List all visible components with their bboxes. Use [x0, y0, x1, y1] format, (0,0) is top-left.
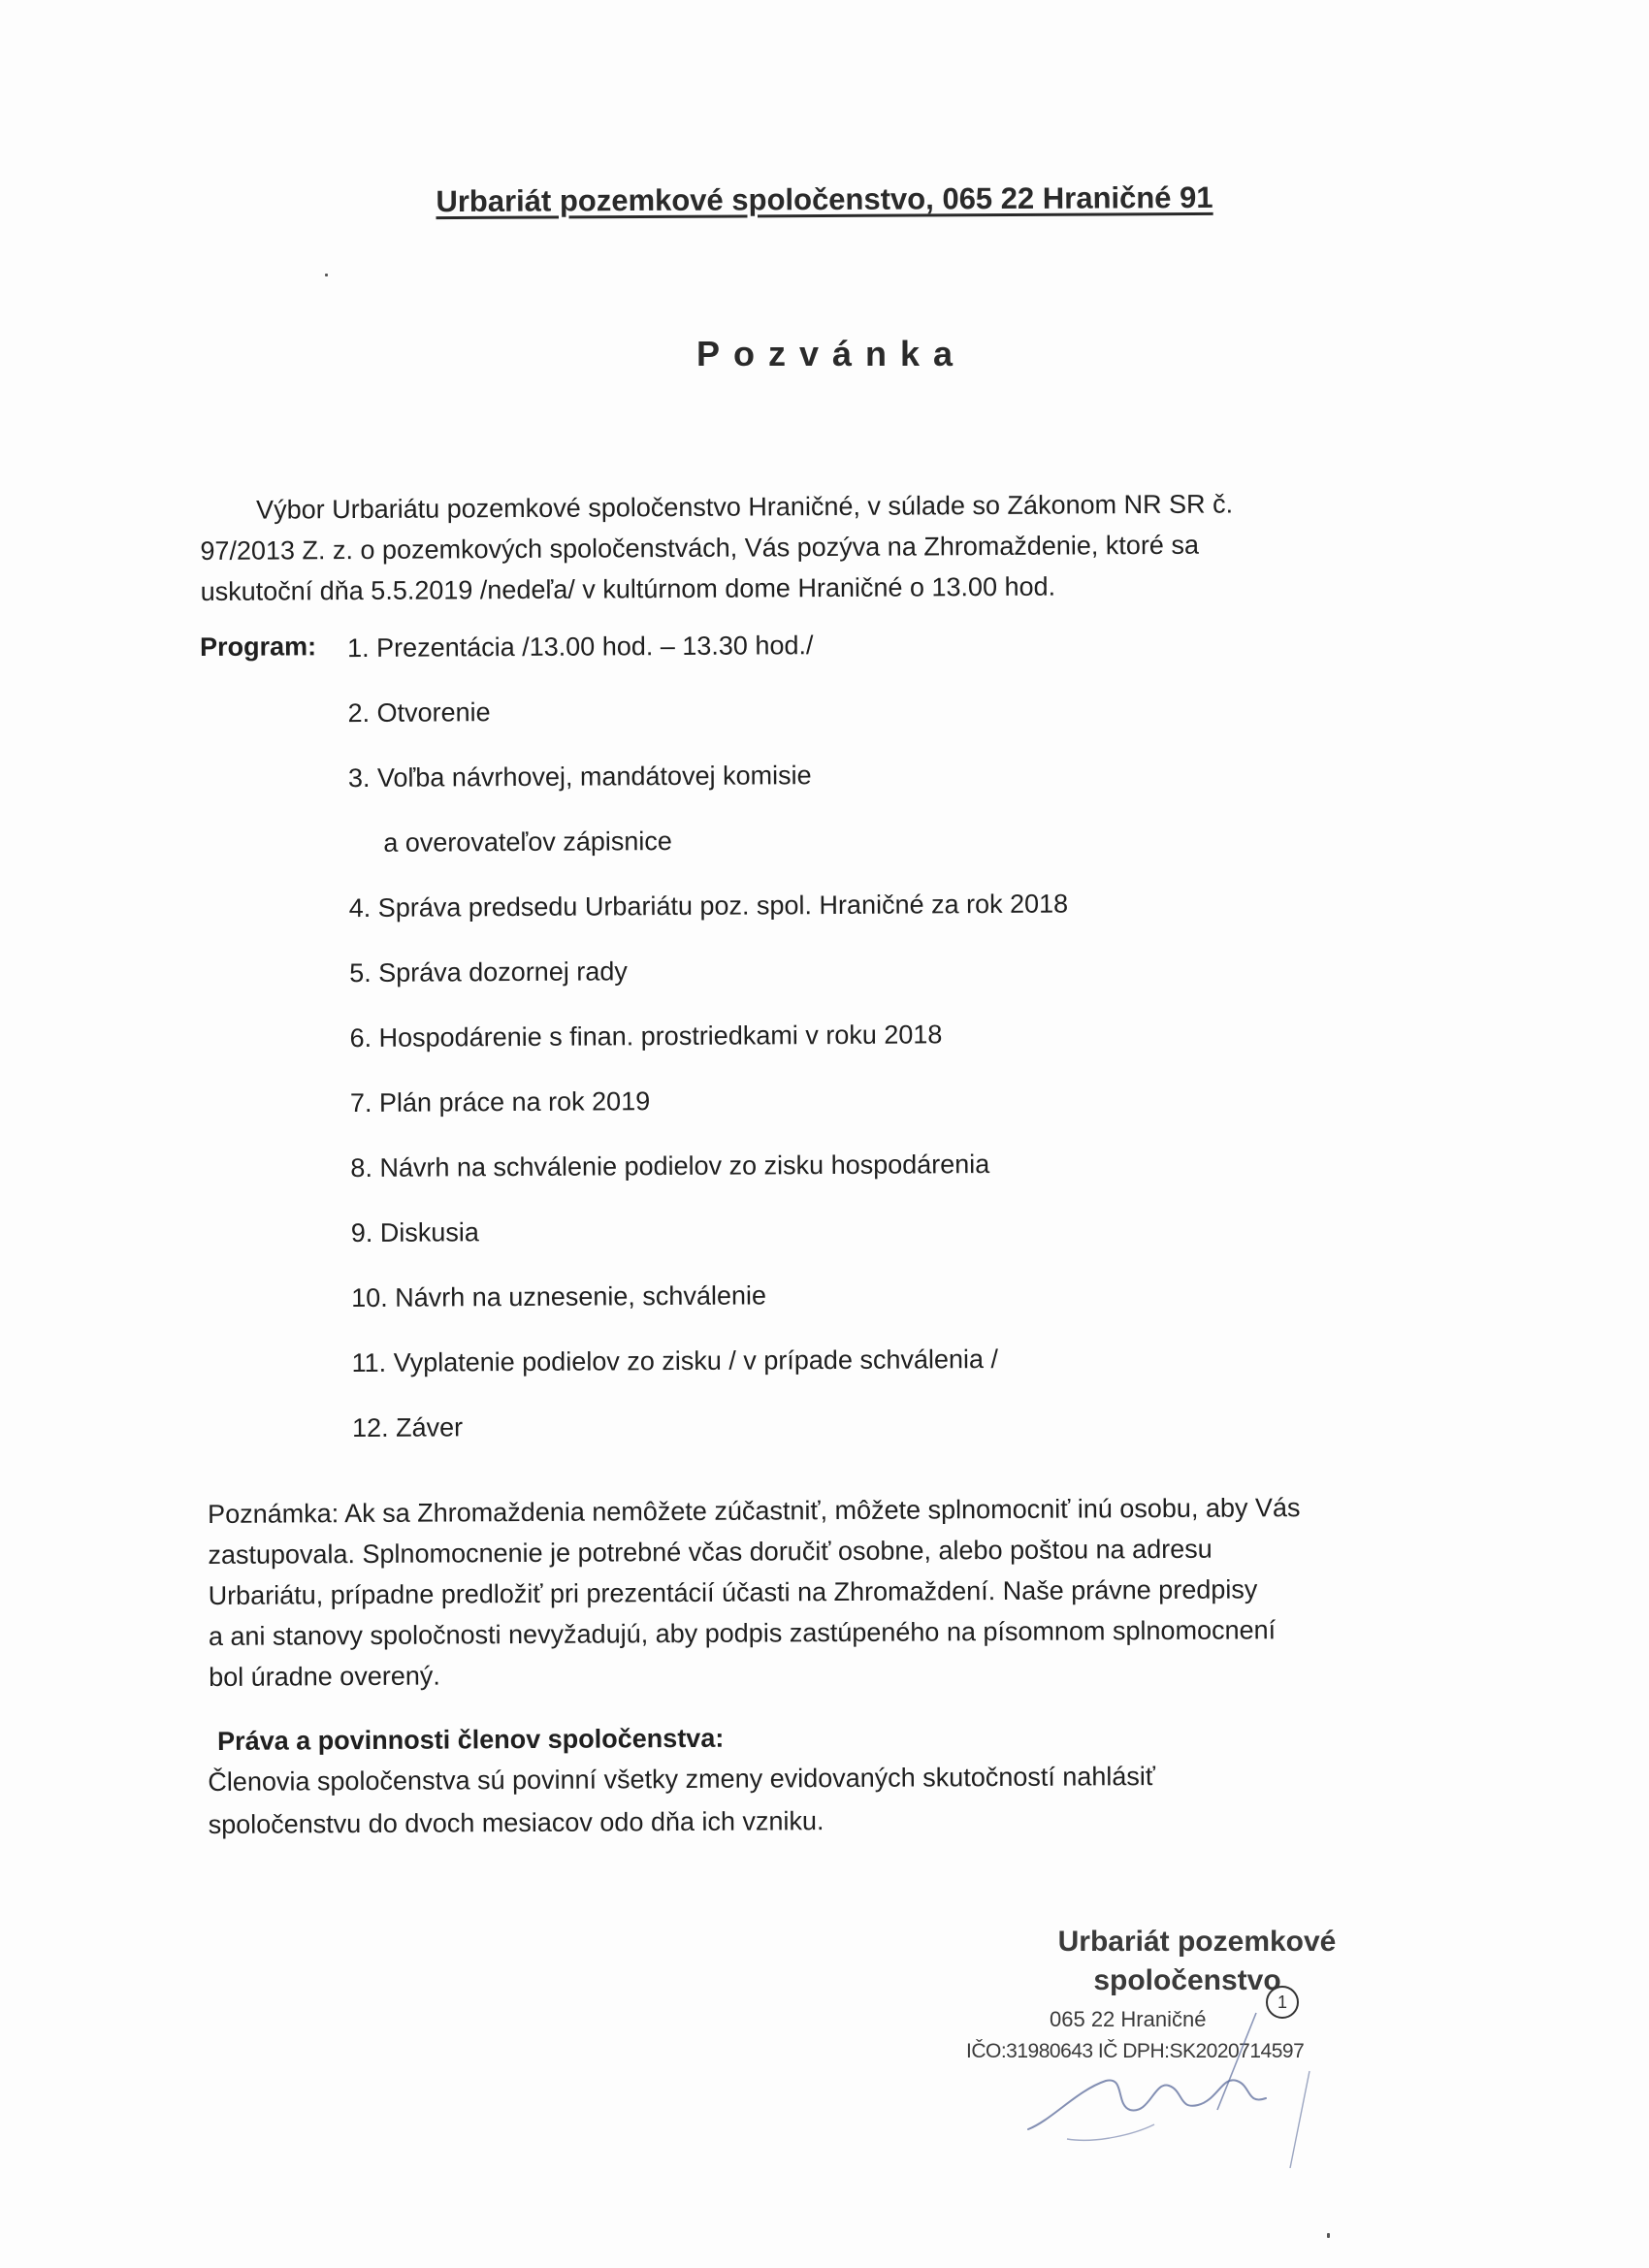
rights-text [208, 1753, 1460, 1846]
intro-line: 97/2013 Z. z. o pozemkových spoločenstvách, Vás pozýva na Zhromaždenie, ktoré sa [200, 530, 1200, 566]
program-item: 12. Záver [351, 1412, 464, 1443]
intro-paragraph [200, 483, 1345, 612]
program-item: 5. Správa dozornej rady [349, 956, 628, 988]
program-item: 6. Hospodárenie s finan. prostriedkami v roku 2018 [349, 1020, 943, 1053]
program-item: 4. Správa predsedu Urbariátu poz. spol. Hraničné za rok 2018 [348, 889, 1069, 923]
program-item: 2. Otvorenie [347, 697, 491, 729]
stamp-tax-ids: IČO:31980643 IČ DPH:SK2020714597 [966, 2040, 1305, 2062]
program-item: 9. Diskusia [350, 1217, 479, 1248]
program-item: 1. Prezentácia /13.00 hod. – 13.30 hod./ [347, 631, 814, 664]
program-item: 10. Návrh na uznesenie, schválenie [351, 1280, 767, 1313]
stamp-name-line: Urbariát pozemkové [1057, 1926, 1337, 1958]
program-item: 3. Voľba návrhovej, mandátovej komisie [347, 761, 812, 794]
program-label: Program: [200, 632, 317, 662]
note-paragraph [208, 1486, 1460, 1698]
rights-title: Práva a povinnosti členov spoločenstva: [217, 1723, 725, 1756]
rights-line: Členovia spoločenstva sú povinní všetky zmeny evidovaných skutočností nahlásiť [208, 1762, 1156, 1797]
program-item: 7. Plán práce na rok 2019 [349, 1086, 651, 1118]
scan-speck [1327, 2233, 1330, 2238]
rights-line: spoločenstvu do dvoch mesiacov odo dňa ich vzniku. [208, 1806, 824, 1839]
organization-header: Urbariát pozemkové spoločenstvo, 065 22 Hraničné 91 [436, 179, 1213, 219]
program-item: a overovateľov zápisnice [383, 826, 672, 858]
note-line: Poznámka: Ak sa Zhromaždenia nemôžete zúčastniť, môžete splnomocniť inú osobu, aby Vás [208, 1493, 1301, 1529]
note-line: zastupovala. Splnomocnenie je potrebné včas doručiť osobne, alebo poštou na adresu [208, 1534, 1212, 1570]
intro-line: Výbor Urbariátu pozemkové spoločenstvo Hraničné, v súlade so Zákonom NR SR č. [256, 489, 1234, 525]
scan-speck [325, 274, 328, 276]
program-item: 11. Vyplatenie podielov zo zisku / v prípade schválenia / [351, 1344, 999, 1378]
stamp-name-line: spoločenstvo [1093, 1964, 1281, 1996]
program-item: 8. Návrh na schválenie podielov zo zisku hospodárenia [350, 1150, 990, 1183]
intro-line: uskutoční dňa 5.5.2019 /nedeľa/ v kultúrnom dome Hraničné o 13.00 hod. [200, 571, 1056, 606]
note-line: a ani stanovy spoločnosti nevyžadujú, aby podpis zastúpeného na písomnom splnomocnení [208, 1615, 1277, 1651]
note-line: bol úradne overený. [209, 1661, 440, 1692]
program-section [200, 625, 1412, 1443]
stamp-number-badge: 1 [1266, 1986, 1299, 2019]
note-line: Urbariátu, prípadne predložiť pri prezentácií účasti na Zhromaždení. Naše právne predpisy [208, 1574, 1258, 1610]
stamp-address: 065 22 Hraničné [1050, 2007, 1207, 2031]
rights-section [208, 1714, 1460, 1846]
organization-stamp [960, 1926, 1348, 2168]
document-title: Pozvánka [695, 334, 967, 373]
